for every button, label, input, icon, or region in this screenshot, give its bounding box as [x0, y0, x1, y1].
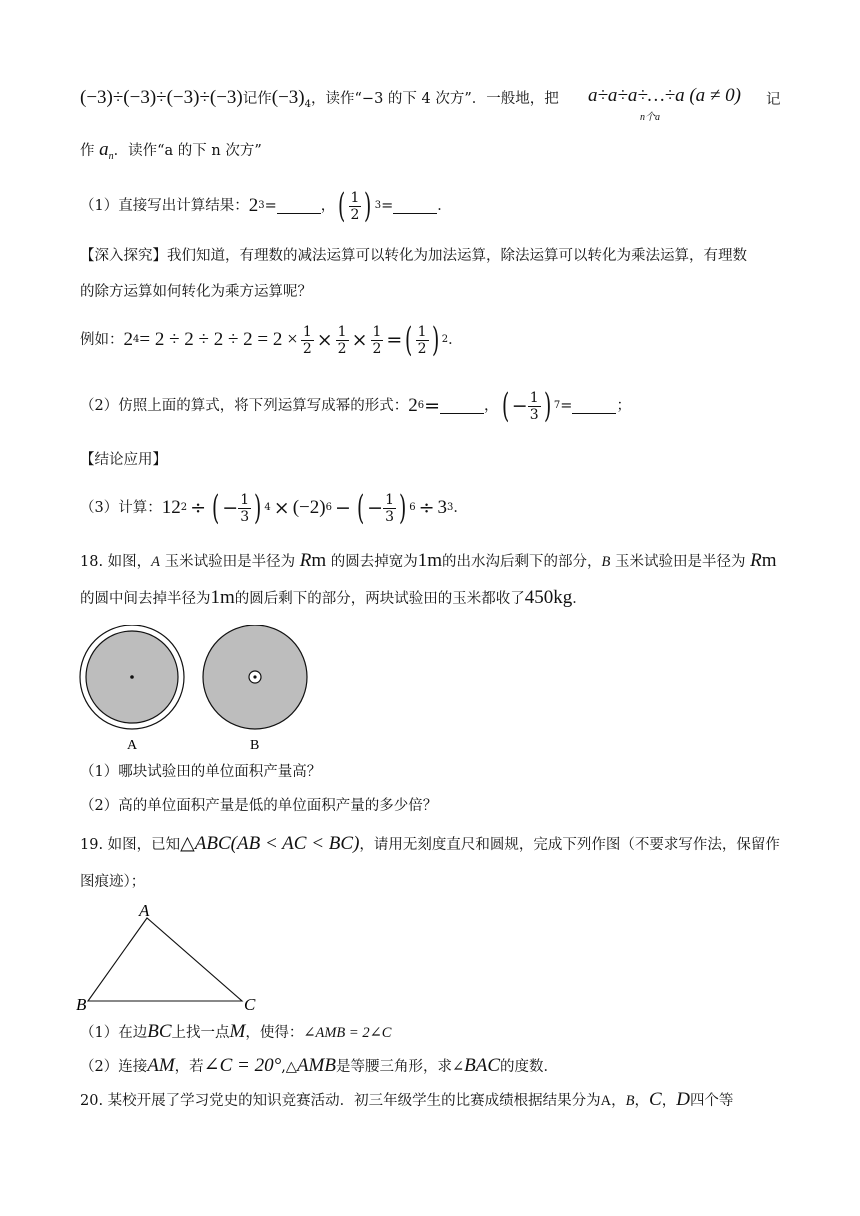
p19-s1c: ，使得： — [245, 1025, 304, 1041]
intro-notation-sub: 4 — [304, 99, 312, 110]
p18-l1a: 18. 如图， — [80, 554, 152, 570]
q3-frac-1 — [238, 492, 251, 525]
q3-three: 3 — [437, 497, 448, 518]
explore-line-2 — [80, 282, 312, 302]
p20-A: A — [600, 1093, 612, 1109]
q1-blank-1[interactable] — [277, 199, 321, 214]
q2-minus: − — [511, 395, 528, 417]
intro-line-1 — [80, 88, 559, 115]
p18-figure — [76, 625, 316, 755]
p19-line-2 — [80, 872, 145, 892]
q3-base-sup: 2 — [180, 502, 188, 513]
p18-line-1 — [80, 551, 777, 572]
p19-s2f: 的度数． — [500, 1059, 559, 1075]
ex-eq: = — [386, 329, 403, 351]
p18-R-2: R — [750, 550, 762, 571]
q1-fraction — [349, 190, 362, 223]
p19-sub-1 — [80, 1022, 391, 1043]
intro-ji-text: 记 — [766, 92, 781, 108]
intro-ji — [766, 90, 781, 110]
p19-s2a: （2）连接 — [80, 1059, 148, 1075]
p20-C: C — [649, 1089, 662, 1110]
example-mid: = 2 ÷ 2 ÷ 2 ÷ 2 = 2 × — [139, 329, 298, 350]
q3-base: 12 — [161, 497, 181, 518]
ex-f1-den: 2 — [302, 340, 312, 357]
q3-rparen-2: ) — [398, 488, 407, 528]
p19-l2: 图痕迹）； — [80, 874, 146, 890]
vertex-a: A — [139, 901, 150, 920]
p18-sub-2 — [80, 796, 437, 816]
example-frac-1 — [301, 324, 314, 357]
q2-rparen: ) — [543, 386, 551, 426]
q3-end: ． — [453, 500, 468, 516]
q1-eq: = — [264, 198, 277, 214]
fig-label-a: A — [127, 738, 138, 753]
explore-heading: 【深入探究】 — [80, 248, 167, 264]
triangle-abc — [88, 918, 242, 1001]
q1-eq-2: = — [381, 198, 394, 214]
example-label: 例如： — [80, 332, 124, 348]
p18-sub-1 — [80, 762, 321, 782]
q2-fraction — [528, 390, 541, 423]
example-sub: 4 — [133, 334, 140, 345]
q2-lparen: ( — [501, 386, 509, 426]
p18-R: R — [299, 550, 312, 571]
q2-label: （2）仿照上面的算式，将下列运算写成幂的形式： — [80, 398, 409, 414]
p19-s1a: （1）在边 — [80, 1025, 148, 1041]
p20-end: 四个等 — [689, 1093, 734, 1109]
intro-expr: (−3)÷(−3)÷(−3)÷(−3) — [80, 87, 243, 108]
field-a-center — [130, 675, 134, 679]
explore-text-2: 的除方运算如何转化为乘方运算呢？ — [80, 284, 312, 300]
p19-l1b: ，请用无刻度直尺和圆规，完成下列作图（不要求写作法，保留作 — [359, 837, 780, 853]
p18-l1c: 的圆去掉宽为 — [326, 554, 418, 570]
q3-minus-3: − — [367, 497, 384, 519]
ex-f4-den: 2 — [417, 340, 427, 357]
p19-s2-am: AM — [147, 1055, 175, 1076]
q3-times: × — [273, 497, 290, 519]
p18-sub1-text: （1）哪块试验田的单位面积产量高？ — [80, 764, 322, 780]
intro-jizuo: 记作 — [242, 91, 272, 107]
q3-f1-den: 3 — [240, 508, 250, 525]
p19-line-1 — [80, 834, 780, 855]
q1-rparen: ) — [364, 186, 372, 226]
q3-neg2: (−2) — [292, 497, 326, 518]
ex-sup: 2 — [441, 334, 449, 345]
p20-B: B — [625, 1093, 635, 1109]
q2-eq: = — [424, 395, 441, 417]
ex-f2-den: 2 — [337, 340, 347, 357]
q1-label: （1）直接写出计算结果： — [80, 198, 249, 214]
p20-line — [80, 1090, 733, 1111]
general-expr-text: a÷a÷a÷…÷a (a ≠ 0) — [588, 85, 741, 106]
p19-s2-bac: BAC — [464, 1055, 501, 1076]
p18-l2a: 的圆中间去掉半径为 — [80, 591, 211, 607]
q2-sub-2: 7 — [553, 400, 561, 411]
q3-f1-num: 1 — [240, 491, 250, 508]
q2-blank-2[interactable] — [572, 399, 616, 414]
p19-s2-c: ∠C = 20° — [203, 1055, 282, 1076]
p18-sub2-text: （2）高的单位面积产量是低的单位面积产量的多少倍？ — [80, 798, 438, 814]
p20-text: 20. 某校开展了学习党史的知识竞赛活动．初三年级学生的比赛成绩根据结果分为 — [80, 1093, 601, 1109]
p19-triangle-figure — [74, 900, 274, 1015]
question-3 — [80, 486, 468, 530]
p19-s1-bc: BC — [147, 1021, 172, 1042]
conclusion-heading-line — [80, 450, 167, 470]
q2-num: 1 — [529, 389, 539, 406]
q2-blank-1[interactable] — [440, 399, 484, 414]
general-under-text: n个a — [640, 112, 660, 123]
q3-sub-3: 6 — [409, 502, 416, 513]
p19-s2-amb: AMB — [296, 1055, 336, 1076]
q1-lparen: ( — [338, 186, 346, 226]
p18-line-2 — [80, 588, 587, 609]
example-frac-3 — [371, 324, 384, 357]
line2-var: a — [99, 139, 109, 160]
p20-sep-1: ， — [611, 1093, 626, 1109]
p18-B: B — [601, 554, 611, 570]
line2-sub: n — [108, 151, 114, 162]
ex-end: ． — [448, 332, 463, 348]
q3-rparen-1: ) — [254, 488, 262, 528]
ex-f2-num: 1 — [337, 323, 347, 340]
example-frac-4 — [416, 324, 429, 357]
example-line — [80, 318, 463, 362]
vertex-b: B — [76, 995, 87, 1014]
q1-sub: 3 — [258, 200, 265, 211]
p18-m: m — [311, 550, 327, 571]
q3-lparen-2: ( — [356, 488, 365, 528]
q3-div-2: ÷ — [418, 497, 435, 519]
q3-sub-2: 6 — [325, 502, 332, 513]
question-1 — [80, 186, 452, 226]
intro-general-expr — [588, 86, 741, 107]
ex-lparen: ( — [405, 320, 413, 360]
question-2 — [80, 384, 631, 428]
field-b-diagram — [203, 625, 307, 729]
q2-eq-2: = — [560, 398, 573, 414]
p19-s1-eq: ∠AMB = 2∠C — [303, 1025, 392, 1041]
q3-f2-num: 1 — [385, 491, 394, 508]
q2-den: 3 — [529, 406, 539, 423]
q3-three-sup: 3 — [447, 502, 454, 513]
q3-div: ÷ — [190, 497, 207, 519]
q2-sub: 6 — [417, 400, 425, 411]
fig-label-b: B — [250, 738, 260, 753]
vertex-c: C — [244, 995, 256, 1014]
q2-end: ； — [616, 398, 631, 414]
p18-1m: 1m — [417, 550, 443, 571]
p20-sep-3: ， — [661, 1093, 677, 1109]
ex-f3-den: 2 — [372, 340, 382, 357]
p18-l1e: 玉米试验田是半径为 — [610, 554, 751, 570]
p18-l1d: 的出水沟后剩下的部分， — [442, 554, 602, 570]
q2-comma: ， — [484, 398, 499, 414]
p18-yield: 450kg — [524, 587, 573, 608]
conclusion-heading: 【结论应用】 — [80, 452, 167, 468]
p18-m-2: m — [761, 550, 777, 571]
p19-s2e: 是等腰三角形，求∠ — [336, 1059, 465, 1075]
q3-frac-2 — [383, 492, 396, 525]
q1-comma: ， — [320, 198, 336, 214]
q1-blank-2[interactable] — [393, 199, 437, 214]
p18-end: ． — [572, 591, 587, 607]
q3-minus-2: − — [334, 497, 351, 519]
line2-rest: ．读作“a 的下 n 次方” — [113, 143, 262, 159]
q3-minus-1: − — [222, 497, 239, 519]
p19-s1-m: M — [229, 1021, 246, 1042]
intro-notation: (−3) — [271, 87, 305, 108]
p18-l2b: 的圆后剩下的部分，两块试验田的玉米都收了 — [234, 591, 525, 607]
explore-text-1: 我们知道，有理数的减法运算可以转化为加法运算，除法运算可以转化为乘法运算，有理数 — [167, 248, 747, 264]
q1-end: ． — [437, 198, 452, 214]
q2-base: 2 — [408, 395, 418, 416]
example-frac-2 — [336, 324, 349, 357]
ex-times-1: × — [316, 329, 333, 351]
q1-den: 2 — [350, 206, 360, 223]
q1-sub-2: 3 — [374, 200, 382, 211]
q3-sub-1: 4 — [264, 502, 271, 513]
p19-s1b: 上找一点 — [171, 1025, 230, 1041]
p20-sep-2: ， — [634, 1093, 650, 1109]
p19-sub-2 — [80, 1056, 558, 1077]
p19-s2d: ,△ — [281, 1059, 297, 1075]
explore-line-1 — [80, 246, 747, 266]
line2-start: 作 — [80, 143, 95, 159]
q3-f2-den: 3 — [385, 508, 394, 525]
p19-l1a: 19. 如图，已知 — [80, 837, 181, 853]
p18-l1b: 玉米试验田是半径为 — [160, 554, 300, 570]
q3-label: （3）计算： — [80, 500, 162, 516]
intro-reading: ，读作“−3 的下 4 次方”．一般地，把 — [311, 91, 559, 107]
example-base: 2 — [123, 329, 133, 350]
ex-f4-num: 1 — [417, 323, 427, 340]
q3-lparen-1: ( — [212, 488, 220, 528]
ex-times-2: × — [351, 329, 368, 351]
field-a-diagram — [80, 625, 184, 729]
q1-num: 1 — [350, 189, 360, 206]
ex-f3-num: 1 — [372, 323, 382, 340]
p18-A: A — [151, 554, 161, 570]
field-b-center — [253, 675, 256, 678]
intro-line-2 — [80, 140, 262, 167]
ex-rparen: ) — [431, 320, 439, 360]
intro-general-under — [640, 108, 660, 128]
p20-D: D — [676, 1089, 690, 1110]
p19-triangle: △ABC(AB < AC < BC) — [180, 833, 360, 854]
ex-f1-num: 1 — [302, 323, 312, 340]
q1-base: 2 — [248, 195, 259, 216]
p18-1m-2: 1m — [210, 587, 235, 608]
p19-s2b: ，若 — [174, 1059, 204, 1075]
